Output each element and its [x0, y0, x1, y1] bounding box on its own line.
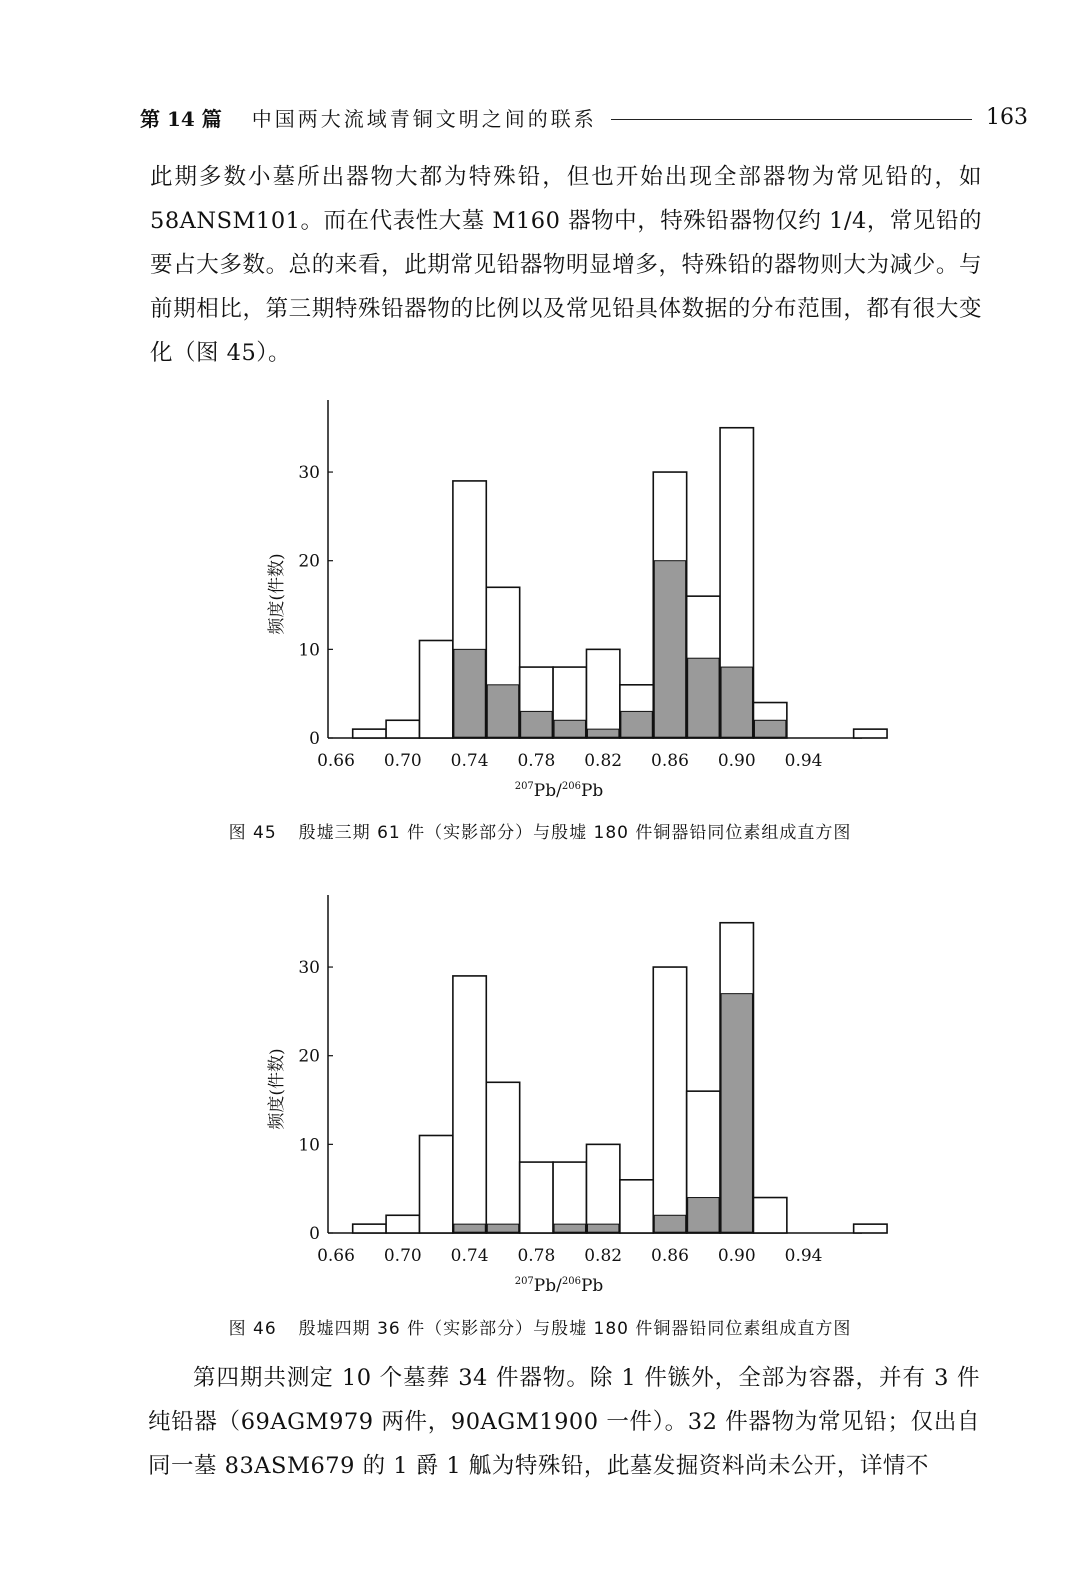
x-axis-label: $^{207}$Pb/$^{206}$Pb	[514, 781, 604, 801]
x-tick-label: 0.66	[317, 1246, 355, 1266]
histogram-bar-shaded	[721, 667, 752, 737]
histogram-bar-total	[353, 1224, 386, 1233]
histogram-bar-total	[620, 1180, 653, 1233]
paragraph-2: 第四期共测定 10 个墓葬 34 件器物。除 1 件镞外，全部为容器，并有 3 件纯铅器（69AGM979 两件，90AGM1900 一件）。32 件器物为常见铅；仅出自同一墓 83ASM679 的 1 爵 1 觚为特殊铅，此墓发掘资料尚未公开，详情不	[148, 1365, 980, 1479]
histogram-bar-shaded	[487, 1224, 518, 1232]
histogram-bar-total	[386, 1215, 419, 1233]
page-header	[140, 100, 1028, 134]
histogram-bar-shaded	[521, 711, 552, 737]
x-tick-label: 0.90	[717, 1246, 756, 1266]
histogram-bar-total	[586, 1144, 619, 1233]
histogram-bar-total	[854, 1224, 887, 1233]
x-tick-label: 0.78	[517, 1246, 556, 1266]
x-tick-label: 0.86	[651, 1246, 689, 1266]
figure-45-caption	[0, 818, 1080, 843]
y-axis-label: 频度(件数)	[267, 553, 287, 635]
histogram-bar-shaded	[654, 561, 685, 737]
figure-46-caption	[0, 1314, 1080, 1339]
y-tick-label: 10	[298, 640, 320, 661]
x-tick-label: 0.94	[784, 751, 823, 771]
histogram-bar-total	[386, 720, 419, 738]
page-number: 163	[986, 104, 1028, 130]
chapter-title: 中国两大流域青铜文明之间的联系	[251, 106, 597, 131]
x-tick-label: 0.86	[651, 751, 689, 771]
figure-45-number: 图 45	[228, 823, 277, 843]
histogram-bar-shaded	[721, 994, 752, 1233]
x-tick-label: 0.94	[784, 1246, 823, 1266]
x-tick-label: 0.82	[584, 751, 623, 771]
histogram-bar-shaded	[754, 720, 785, 737]
y-tick-label: 30	[298, 958, 320, 979]
y-tick-label: 30	[298, 463, 320, 484]
figure-45-caption-text: 殷墟三期 61 件（实影部分）与殷墟 180 件铜器铅同位素组成直方图	[298, 823, 852, 843]
y-tick-label: 0	[309, 729, 320, 749]
histogram-bar-shaded	[587, 729, 618, 737]
chapter-label: 第 14 篇	[140, 106, 222, 131]
y-tick-label: 0	[309, 1224, 320, 1244]
figure-45	[0, 390, 1080, 810]
header-rule	[611, 119, 972, 120]
x-tick-label: 0.70	[383, 751, 422, 771]
y-tick-label: 10	[298, 1135, 320, 1156]
histogram-bar-total	[419, 640, 452, 738]
figure-46	[0, 885, 1080, 1305]
x-tick-label: 0.82	[584, 1246, 623, 1266]
histogram-bar-total	[486, 1082, 519, 1233]
y-tick-label: 20	[298, 551, 320, 572]
histogram-bar-shaded	[554, 720, 585, 737]
histogram-bar-total	[353, 729, 386, 738]
histogram-bar-shaded	[688, 1198, 719, 1233]
histogram-bar-total	[854, 729, 887, 738]
histogram-bar-total	[419, 1135, 452, 1233]
histogram-bar-shaded	[654, 1215, 685, 1232]
histogram-bar-total	[453, 976, 486, 1233]
figure-46-number: 图 46	[228, 1319, 277, 1339]
histogram-bar-shaded	[587, 1224, 618, 1232]
histogram-bar-total	[553, 1162, 586, 1233]
figure-46-caption-text: 殷墟四期 36 件（实影部分）与殷墟 180 件铜器铅同位素组成直方图	[298, 1319, 852, 1339]
paragraph-1: 此期多数小墓所出器物大都为特殊铅，但也开始出现全部器物为常见铅的，如 58ANSM101。而在代表性大墓 M160 器物中，特殊铅器物仅约 1/4，常见铅的要占大多数。总的来看，此期常见铅器物明显增多，特殊铅的器物则大为减少。与前期相比，第三期特殊铅器物的比例以及常见铅具体数据的分布范围，都有很大变化（图 45）。	[150, 164, 982, 366]
x-tick-label: 0.66	[317, 751, 355, 771]
histogram-bar-total	[653, 967, 686, 1233]
histogram-figure-46	[0, 885, 1080, 1305]
histogram-bar-shaded	[454, 649, 485, 737]
histogram-bar-shaded	[554, 1224, 585, 1232]
x-axis-label: $^{207}$Pb/$^{206}$Pb	[514, 1276, 604, 1296]
x-tick-label: 0.78	[517, 751, 556, 771]
histogram-bar-shaded	[621, 711, 652, 737]
histogram-bar-total	[586, 649, 619, 738]
histogram-bar-shaded	[688, 658, 719, 737]
histogram-bar-total	[520, 1162, 553, 1233]
histogram-figure-45	[0, 390, 1080, 810]
x-tick-label: 0.74	[450, 1246, 489, 1266]
histogram-bar-total	[753, 1198, 786, 1233]
x-tick-label: 0.74	[450, 751, 489, 771]
y-axis-label: 频度(件数)	[267, 1048, 287, 1130]
y-tick-label: 20	[298, 1046, 320, 1067]
x-tick-label: 0.90	[717, 751, 756, 771]
histogram-bar-shaded	[487, 685, 518, 737]
histogram-bar-shaded	[454, 1224, 485, 1232]
x-tick-label: 0.70	[383, 1246, 422, 1266]
